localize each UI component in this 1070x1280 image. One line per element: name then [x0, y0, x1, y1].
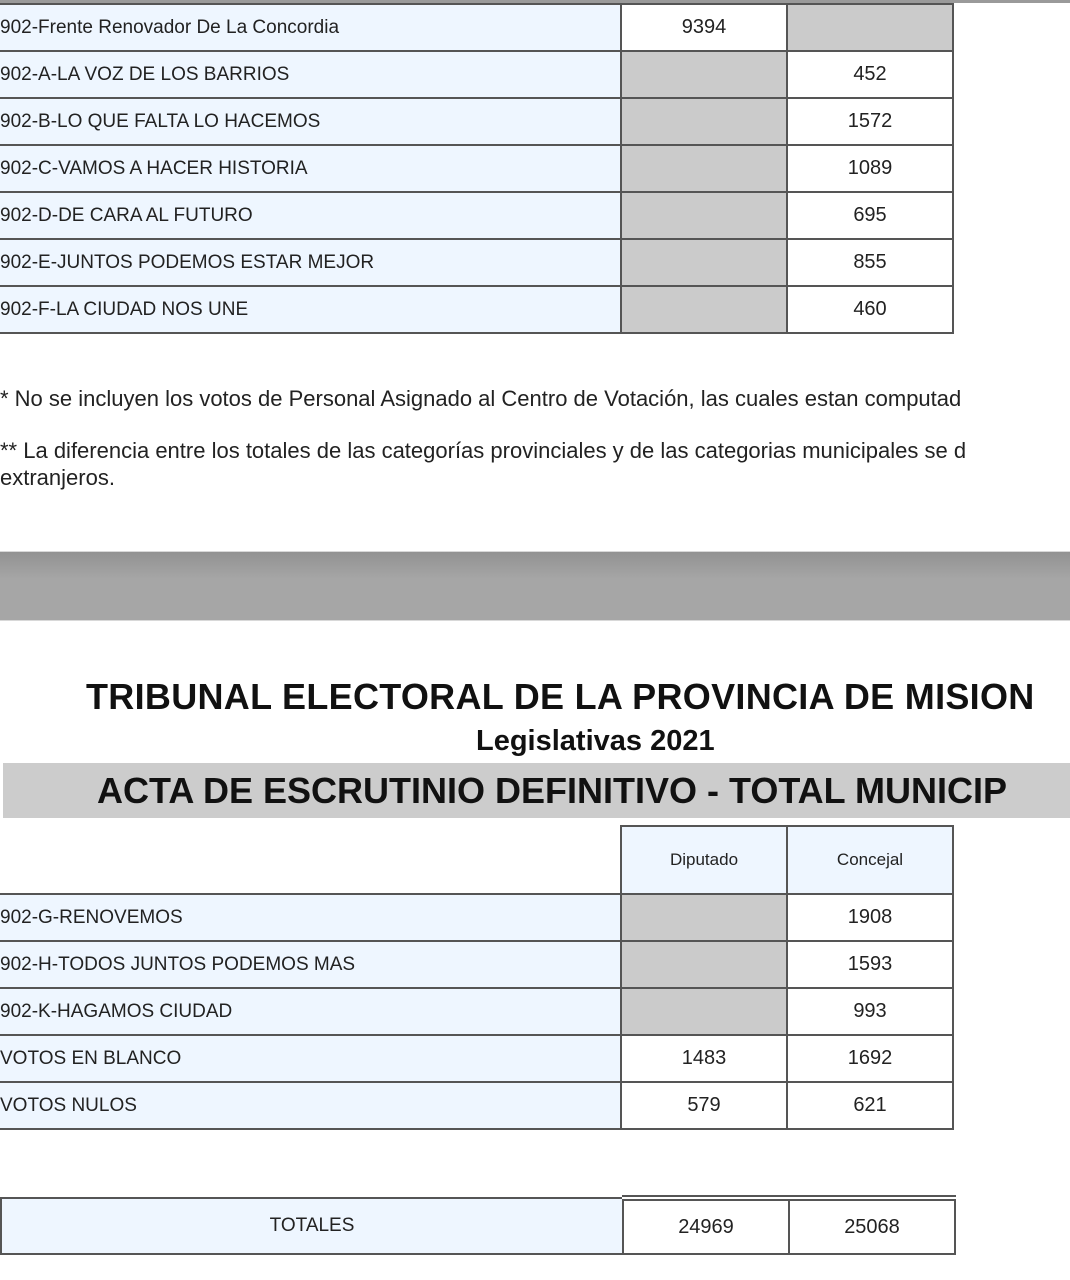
acta-heading: ACTA DE ESCRUTINIO DEFINITIVO - TOTAL MUNICIP	[97, 770, 1008, 811]
diputado-value-empty	[621, 192, 787, 239]
diputado-value-empty	[621, 286, 787, 333]
votes-category-name: VOTOS NULOS	[0, 1082, 621, 1129]
concejal-value: 695	[787, 192, 953, 239]
party-name: 902-B-LO QUE FALTA LO HACEMOS	[0, 98, 621, 145]
footnote-line: ** La diferencia entre los totales de las categorías provinciales y de las categorias municipales se d	[0, 438, 967, 463]
diputado-value: 9394	[621, 4, 787, 51]
concejal-value: 621	[787, 1082, 953, 1129]
footnote-personal-asignado: * No se incluyen los votos de Personal Asignado al Centro de Votación, las cuales estan computad	[0, 386, 962, 411]
results-table-top	[0, 3, 954, 334]
footnote-line: extranjeros.	[0, 465, 115, 490]
table-row	[0, 98, 953, 145]
party-name: 902-Frente Renovador De La Concordia	[0, 4, 621, 51]
acta-heading-bar	[3, 763, 1070, 818]
diputado-value: 579	[621, 1082, 787, 1129]
totals-diputado: 24969	[623, 1198, 789, 1254]
table-row	[0, 1035, 953, 1082]
table-row	[0, 988, 953, 1035]
page-separator	[0, 551, 1070, 621]
diputado-value-empty	[621, 894, 787, 941]
votes-category-name: VOTOS EN BLANCO	[0, 1035, 621, 1082]
column-header-concejal: Concejal	[787, 826, 953, 894]
totals-label: TOTALES	[1, 1198, 623, 1254]
concejal-value: 452	[787, 51, 953, 98]
party-name: 902-D-DE CARA AL FUTURO	[0, 192, 621, 239]
party-name: 902-E-JUNTOS PODEMOS ESTAR MEJOR	[0, 239, 621, 286]
table-row	[0, 145, 953, 192]
results-table-bottom	[0, 825, 954, 1130]
column-header-diputado: Diputado	[621, 826, 787, 894]
diputado-value: 1483	[621, 1035, 787, 1082]
party-name: 902-G-RENOVEMOS	[0, 894, 621, 941]
table-row	[0, 51, 953, 98]
party-name: 902-K-HAGAMOS CIUDAD	[0, 988, 621, 1035]
table-row	[0, 894, 953, 941]
totals-concejal: 25068	[789, 1198, 955, 1254]
diputado-value-empty	[621, 98, 787, 145]
table-header-row	[0, 826, 953, 894]
party-name: 902-F-LA CIUDAD NOS UNE	[0, 286, 621, 333]
concejal-value-empty	[787, 4, 953, 51]
table-row	[0, 239, 953, 286]
totals-row	[1, 1198, 955, 1254]
concejal-value: 855	[787, 239, 953, 286]
footnote-diferencia-totales	[0, 437, 966, 491]
diputado-value-empty	[621, 239, 787, 286]
document-title: TRIBUNAL ELECTORAL DE LA PROVINCIA DE MISION	[86, 676, 1035, 717]
table-row	[0, 1082, 953, 1129]
diputado-value-empty	[621, 51, 787, 98]
concejal-value: 1593	[787, 941, 953, 988]
header-blank-cell	[0, 826, 621, 894]
party-name: 902-A-LA VOZ DE LOS BARRIOS	[0, 51, 621, 98]
diputado-value-empty	[621, 941, 787, 988]
party-name: 902-H-TODOS JUNTOS PODEMOS MAS	[0, 941, 621, 988]
concejal-value: 993	[787, 988, 953, 1035]
table-row	[0, 286, 953, 333]
table-row	[0, 941, 953, 988]
diputado-value-empty	[621, 145, 787, 192]
totals-table	[0, 1195, 956, 1255]
document-subtitle: Legislativas 2021	[476, 725, 715, 757]
party-name: 902-C-VAMOS A HACER HISTORIA	[0, 145, 621, 192]
table-row	[0, 4, 953, 51]
concejal-value: 1692	[787, 1035, 953, 1082]
concejal-value: 1908	[787, 894, 953, 941]
concejal-value: 1089	[787, 145, 953, 192]
diputado-value-empty	[621, 988, 787, 1035]
concejal-value: 1572	[787, 98, 953, 145]
concejal-value: 460	[787, 286, 953, 333]
table-row	[0, 192, 953, 239]
